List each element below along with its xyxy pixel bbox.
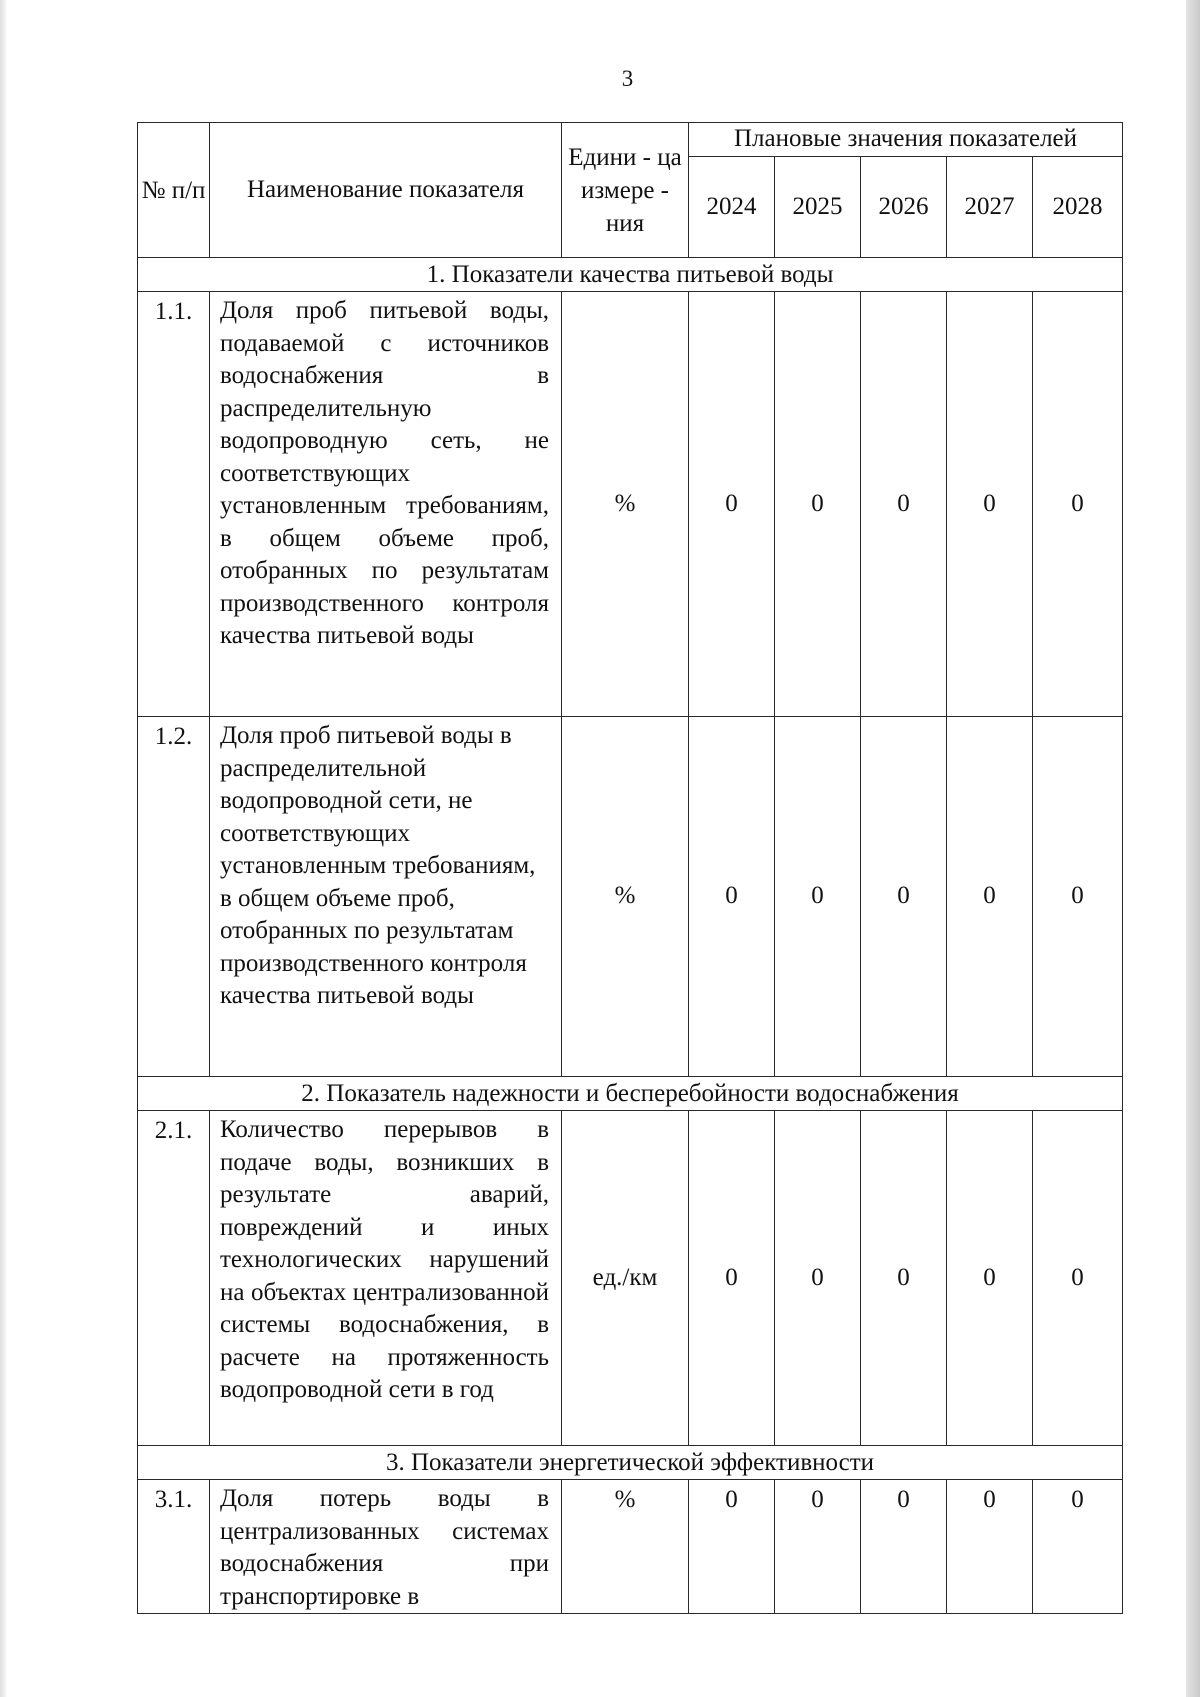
value-2024: 0 [689, 292, 775, 717]
value-2028: 0 [1033, 717, 1123, 1077]
unit-cell: % [562, 717, 689, 1077]
table-row [138, 292, 1123, 717]
section-heading [138, 258, 1123, 292]
unit-cell: ед./км [562, 1111, 689, 1446]
indicators-table [137, 122, 1123, 1614]
unit-cell: % [562, 292, 689, 717]
value-2027: 0 [947, 717, 1033, 1077]
header-year-2026: 2026 [861, 157, 947, 258]
header-row-top [138, 123, 1123, 157]
indicator-name: Доля проб питьевой воды, подаваемой с источников водоснабжения в распределительную водопроводную сеть, не соответствующих установленным требованиям, в общем объеме проб, отобранных по результатам производственного контроля качества питьевой воды [210, 292, 562, 717]
section-title-2: 2. Показатель надежности и бесперебойности водоснабжения [138, 1077, 1123, 1111]
indicator-name: Количество перерывов в подаче воды, возникших в результате аварий, повреждений и иных технологических нарушений на объектах централизованной системы водоснабжения, в расчете на протяженность водопроводной сети в год [210, 1111, 562, 1446]
value-2025: 0 [775, 1480, 861, 1614]
scan-left-edge [0, 0, 6, 1697]
section-title-3: 3. Показатели энергетической эффективности [138, 1446, 1123, 1480]
row-number: 2.1. [138, 1111, 210, 1446]
value-2027: 0 [947, 292, 1033, 717]
section-heading [138, 1446, 1123, 1480]
header-name: Наименование показателя [210, 123, 562, 258]
value-2024: 0 [689, 717, 775, 1077]
value-2025: 0 [775, 717, 861, 1077]
value-2026: 0 [861, 292, 947, 717]
table-row [138, 1480, 1123, 1614]
value-2028: 0 [1033, 292, 1123, 717]
header-num: № п/п [138, 123, 210, 258]
value-2026: 0 [861, 1111, 947, 1446]
header-year-2028: 2028 [1033, 157, 1123, 258]
table-row [138, 717, 1123, 1077]
row-number: 1.1. [138, 292, 210, 717]
value-2024: 0 [689, 1480, 775, 1614]
indicator-name: Доля проб питьевой воды в распределительной водопроводной сети, не соответствующих установленным требованиям, в общем объеме проб, отобранных по результатам производственного контроля качества питьевой воды [210, 717, 562, 1077]
row-number: 3.1. [138, 1480, 210, 1614]
section-heading [138, 1077, 1123, 1111]
value-2027: 0 [947, 1480, 1033, 1614]
value-2026: 0 [861, 1480, 947, 1614]
value-2027: 0 [947, 1111, 1033, 1446]
value-2028: 0 [1033, 1480, 1123, 1614]
value-2025: 0 [775, 292, 861, 717]
header-year-2024: 2024 [689, 157, 775, 258]
value-2024: 0 [689, 1111, 775, 1446]
value-2025: 0 [775, 1111, 861, 1446]
unit-cell: % [562, 1480, 689, 1614]
value-2026: 0 [861, 717, 947, 1077]
scan-right-edge [1186, 0, 1200, 1697]
table-row [138, 1111, 1123, 1446]
header-year-2025: 2025 [775, 157, 861, 258]
page-number: 3 [621, 66, 634, 91]
indicator-name: Доля потерь воды в централизованных системах водоснабжения при транспортировке в [210, 1480, 562, 1614]
header-unit: Едини - ца измере - ния [562, 123, 689, 258]
header-year-2027: 2027 [947, 157, 1033, 258]
section-title-1: 1. Показатели качества питьевой воды [138, 258, 1123, 292]
header-plan-values: Плановые значения показателей [689, 123, 1123, 157]
row-number: 1.2. [138, 717, 210, 1077]
value-2028: 0 [1033, 1111, 1123, 1446]
